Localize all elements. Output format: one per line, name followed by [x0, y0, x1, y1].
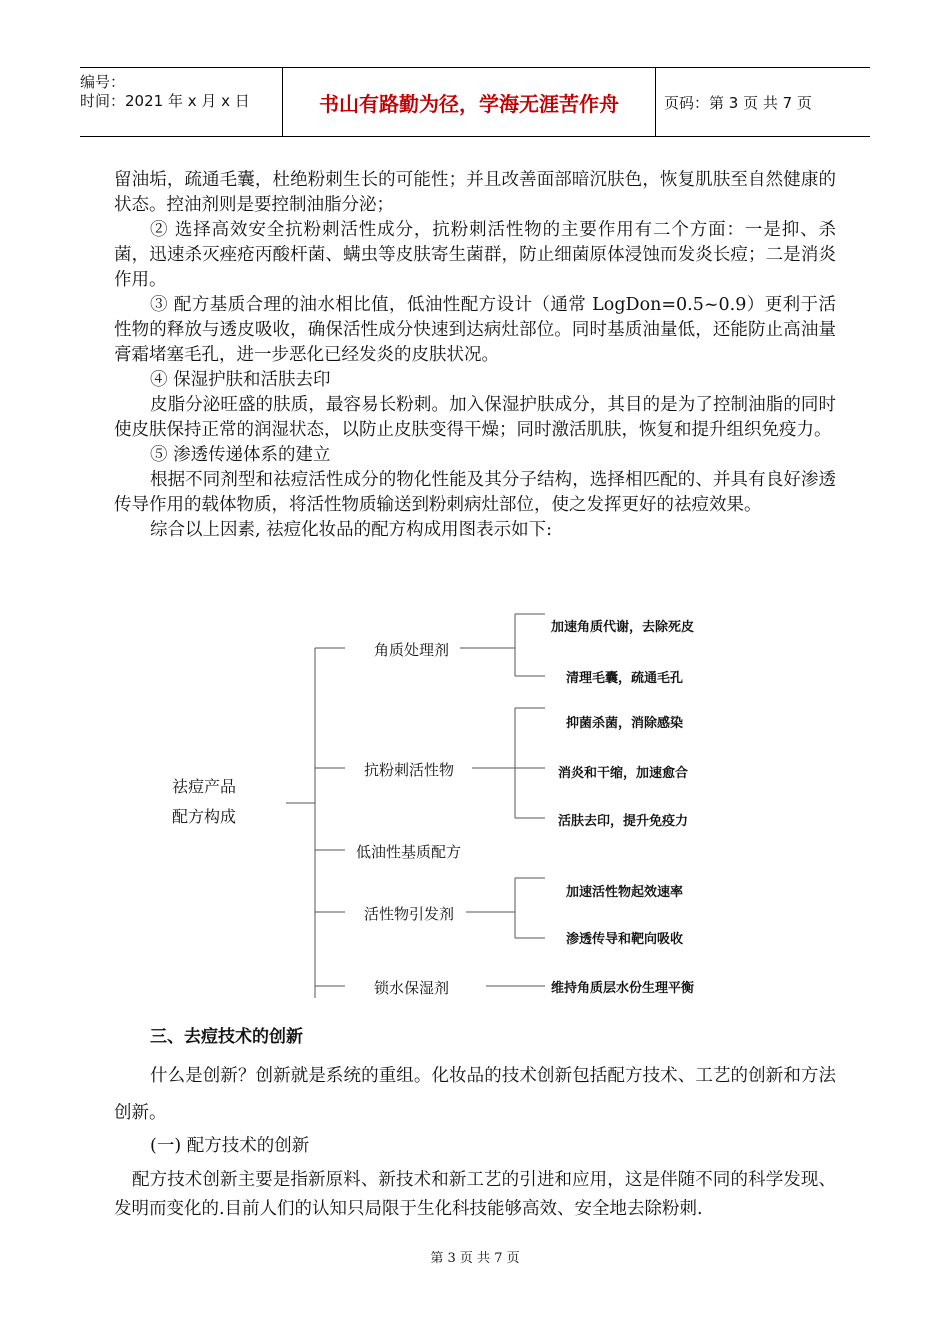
branch-anti-acne-actives: 抗粉刺活性物: [364, 761, 455, 779]
branch-low-oil-base: 低油性基质配方: [356, 843, 462, 861]
leaf-item: 加速活性物起效速率: [566, 885, 684, 900]
document-number-label: 编号：: [80, 73, 126, 91]
paragraph-summary: 综合以上因素, 祛痘化妆品的配方构成用图表示如下:: [150, 520, 553, 540]
branch-moisture-lock: 锁水保湿剂: [374, 979, 450, 997]
section-paragraph-2: 配方技术创新主要是指新原料、新技术和新工艺的引进和应用，这是伴随不同的科学发现、发明而变化的.目前人们的认知只局限于生化科技能够高效、安全地去除粉刺.: [114, 1170, 836, 1219]
page-header: [80, 67, 870, 137]
body-paragraphs: [114, 168, 836, 543]
paragraph-point-2: ② 选择高效安全抗粉刺活性成分，抗粉刺活性物的主要作用有二个方面：一是抑、杀菌，迅速杀灭痤疮丙酸杆菌、螨虫等皮肤寄生菌群，防止细菌原体浸蚀而发炎长痘；二是消炎作用。: [114, 220, 836, 290]
branch-keratin-agent: 角质处理剂: [374, 641, 450, 659]
diagram-root: [172, 772, 236, 832]
leaf-item: 活肤去印，提升免疫力: [558, 814, 689, 829]
document-date: 时间：2021 年 x 月 x 日: [80, 92, 250, 110]
header-left-cell: [80, 68, 282, 136]
paragraph-continuation: 留油垢，疏通毛囊，杜绝粉刺生长的可能性；并且改善面部暗沉肤色，恢复肌肤至自然健康的状态。控油剂则是要控制油脂分泌；: [114, 170, 836, 215]
formula-structure-diagram: [0, 600, 950, 1010]
paragraph-point-3: ③ 配方基质合理的油水相比值，低油性配方设计（通常 LogDon=0.5~0.9）更利于活性物的释放与透皮吸收，确保活性成分快速到达病灶部位。同时基质油量低，还能防止高油量膏霜堵塞毛孔，进一步恶化已经发炎的皮肤状况。: [114, 295, 836, 365]
header-page-code: 页码：第 3 页 共 7 页: [664, 93, 812, 112]
header-motto: 书山有路勤为径，学海无涯苦作舟: [282, 68, 656, 136]
branch-active-initiator: 活性物引发剂: [364, 905, 455, 923]
section-heading: 三、去痘技术的创新: [150, 1027, 303, 1047]
diagram-connectors: [0, 600, 950, 1010]
leaf-item: 维持角质层水份生理平衡: [551, 981, 695, 996]
leaf-item: 渗透传导和靶向吸收: [566, 932, 684, 947]
paragraph-point-5-body: 根据不同剂型和祛痘活性成分的物化性能及其分子结构，选择相匹配的、并具有良好渗透传导作用的载体物质，将活性物质输送到粉刺病灶部位，使之发挥更好的祛痘效果。: [114, 470, 836, 515]
section-paragraph-1: 什么是创新？创新就是系统的重组。化妆品的技术创新包括配方技术、工艺的创新和方法创新。: [114, 1066, 836, 1123]
leaf-item: 清理毛囊，疏通毛孔: [566, 671, 684, 686]
diagram-root-line: 配方构成: [172, 807, 237, 826]
paragraph-point-4-body: 皮脂分泌旺盛的肤质，最容易长粉刺。加入保湿护肤成分，其目的是为了控制油脂的同时使皮肤保持正常的润湿状态，以防止皮肤变得干燥；同时激活肌肤，恢复和提升组织免疫力。: [114, 395, 836, 440]
paragraph-point-5-heading: ⑤ 渗透传递体系的建立: [150, 445, 331, 465]
diagram-root-line: 祛痘产品: [172, 777, 237, 796]
paragraph-point-4-heading: ④ 保湿护肤和活肤去印: [150, 370, 331, 390]
leaf-item: 消炎和干缩，加速愈合: [558, 766, 689, 781]
leaf-item: 抑菌杀菌，消除感染: [566, 716, 684, 731]
section-subheading: (一) 配方技术的创新: [150, 1136, 310, 1156]
page-footer: 第 3 页 共 7 页: [430, 1251, 520, 1266]
leaf-item: 加速角质代谢，去除死皮: [551, 620, 695, 635]
